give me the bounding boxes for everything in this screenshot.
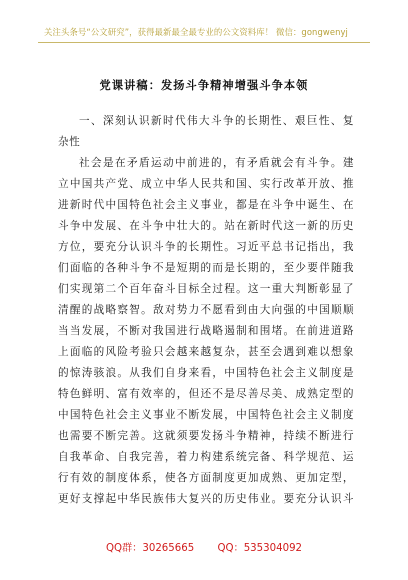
body-line: 一、深刻认识新时代伟大斗争的长期性、艰巨性、复 [79,115,354,127]
body-line: 行有效的制度体系，使各方面制度更加成熟、更加定型， [58,472,354,484]
document-body [58,111,354,510]
body-line: 们实现第二个百年奋斗目标全过程。这一重大判断彰显了 [58,283,354,295]
footer-contacts [0,539,408,554]
body-line: 的惊涛骇浪。从我们自身来看，中国特色社会主义制度是 [58,367,354,379]
body-line: 杂性 [58,136,81,148]
body-line: 更好支撑起中华民族伟大复兴的历史伟业。要充分认识斗 [58,493,354,505]
body-line: 自我革命、自我完善，着力构建系统完备、科学规范、运 [58,451,354,463]
header-banner: 关注头条号“公文研究”，获得最新最全最专业的公文资料库！ 微信：gongwenyj [44,27,348,37]
body-line: 进新时代中国特色社会主义事业，都是在斗争中诞生、在 [58,199,354,211]
body-line: 上面临的风险考验只会越来越复杂，甚至会遇到难以想象 [58,346,354,358]
footer-qq-group: QQ群：30265665 [105,543,195,554]
body-line: 们面临的各种斗争不是短期的而是长期的，至少要伴随我 [58,262,354,274]
header-divider [38,42,370,43]
body-line: 当当发展，不断对我国进行战略遏制和围堵。在前进道路 [58,325,354,337]
body-line: 方位，要充分认识斗争的长期性。习近平总书记指出，我 [58,241,354,253]
body-line: 清醒的战略察智。敌对势力不愿看到由大向强的中国顺顺 [58,304,354,316]
body-line: 也需要不断完善。这就须要发扬斗争精神，持续不断进行 [58,430,354,442]
body-line: 立中国共产党、成立中华人民共和国、实行改革开放、推 [58,178,354,190]
body-line: 斗争中发展、在斗争中壮大的。站在新时代这一新的历史 [58,220,354,232]
footer-qq-number: QQ：535304092 [217,543,303,554]
body-line: 特色鲜明、富有效率的，但还不是尽善尽美、成熟定型的 [58,388,354,400]
document-title: 党课讲稿：发扬斗争精神增强斗争本领 [99,78,309,92]
body-line: 社会是在矛盾运动中前进的，有矛盾就会有斗争。建 [79,157,354,169]
body-line: 中国特色社会主义事业不断发展，中国特色社会主义制度 [58,409,354,421]
